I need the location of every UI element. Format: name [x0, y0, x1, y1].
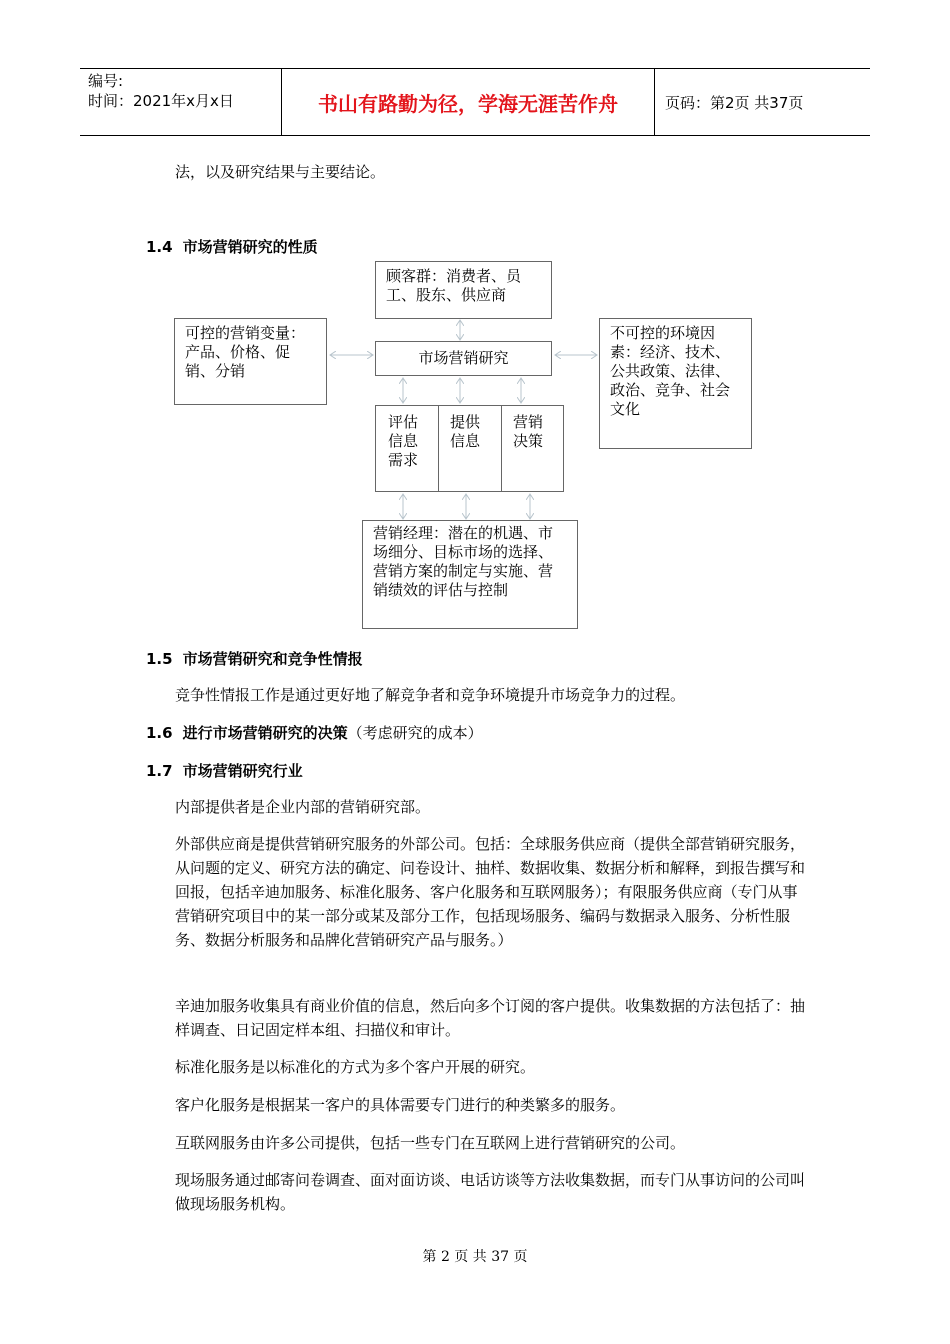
paragraph: 标准化服务是以标准化的方式为多个客户开展的研究。: [175, 1058, 536, 1076]
uncontrollable-text: 不可控的环境因素：经济、技术、公共政策、法律、政治、竞争、社会文化: [610, 324, 731, 418]
assess-info-needs: 评估信息需求: [388, 413, 419, 469]
controllable-variables-box: [174, 318, 327, 405]
section-number: 1.6: [146, 724, 173, 742]
provide-info: 提供信息: [450, 413, 481, 450]
paragraph: 辛迪加服务收集具有商业价值的信息，然后向多个订阅的客户提供。收集数据的方法包括了：抽样调查、日记固定样本组、扫描仪和审计。: [175, 997, 806, 1039]
paragraph: 竞争性情报工作是通过更好地了解竞争者和竞争环境提升市场竞争力的过程。: [175, 686, 686, 704]
section-note: （考虑研究的成本）: [347, 724, 483, 742]
paragraph: 互联网服务由许多公司提供，包括一些专门在互联网上进行营销研究的公司。: [175, 1134, 686, 1152]
marketing-research-box: [375, 341, 552, 376]
section-heading: [146, 648, 363, 669]
page-info: 页码：第2页 共37页: [665, 93, 804, 112]
column-divider: [501, 406, 502, 491]
research-functions-box: [375, 405, 564, 492]
customers-box: [375, 261, 552, 319]
paragraph: 客户化服务是根据某一客户的具体需要专门进行的种类繁多的服务。: [175, 1096, 626, 1114]
time-label: 时间：2021年x月x日: [88, 92, 234, 110]
section-number: 1.5: [146, 650, 173, 668]
customers-text: 顾客群：消费者、员工、股东、供应商: [386, 267, 522, 304]
column-divider: [438, 406, 439, 491]
manager-text: 营销经理：潜在的机遇、市场细分、目标市场的选择、营销方案的制定与实施、营销绩效的评估与控制: [373, 524, 554, 599]
motto: 书山有路勤为径，学海无涯苦作舟: [282, 69, 655, 135]
marketing-manager-box: [362, 520, 578, 629]
uncontrollable-factors-box: [599, 318, 752, 449]
section-title: 进行市场营销研究的决策: [182, 724, 348, 742]
section-heading: [146, 760, 303, 781]
section-heading: [146, 722, 483, 743]
section-title: 市场营销研究和竞争性情报: [182, 650, 363, 668]
paragraph: 内部提供者是企业内部的营销研究部。: [175, 798, 431, 816]
section-number: 1.4: [146, 238, 173, 256]
controllable-text: 可控的营销变量：产品、价格、促销、分销: [185, 324, 306, 380]
paragraph: 外部供应商是提供营销研究服务的外部公司。包括：全球服务供应商（提供全部营销研究服务，从问题的定义、研究方法的确定、问卷设计、抽样、数据收集、数据分析和解释，到报告撰写和回报，包括辛迪加服务、标准化服务、客户化服务和互联网服务）；有限服务供应商（专门从事营销研究项目中的某一部分或某及部分工作，包括现场服务、编码与数据录入服务、分析性服务、数据分析服务和品牌化营销研究产品与服务。）: [175, 835, 806, 949]
section-title: 市场营销研究的性质: [182, 238, 318, 256]
number-label: 编号:: [88, 72, 124, 90]
intro-line: 法，以及研究结果与主要结论。: [175, 163, 386, 181]
center-text: 市场营销研究: [418, 349, 509, 367]
paragraph: 现场服务通过邮寄问卷调查、面对面访谈、电话访谈等方法收集数据，而专门从事访问的公司叫做现场服务机构。: [175, 1171, 806, 1213]
section-title: 市场营销研究行业: [182, 762, 303, 780]
page-footer: 第 2 页 共 37 页: [422, 1249, 528, 1265]
section-number: 1.7: [146, 762, 173, 780]
marketing-decisions: 营销决策: [513, 413, 544, 450]
